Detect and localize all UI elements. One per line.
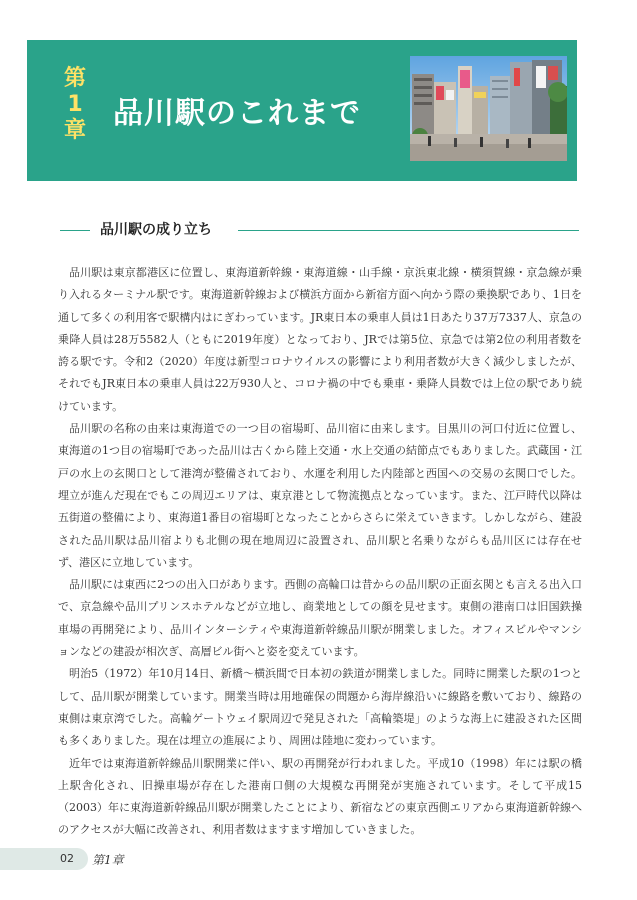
body-text bbox=[58, 262, 582, 842]
chapter-banner bbox=[27, 40, 577, 181]
footer-chapter-label: 第1章 bbox=[92, 853, 124, 867]
paragraph: 品川駅の名称の由来は東海道での一つ目の宿場町、品川宿に由来します。目黒川の河口付近に位置し、東海道の1つ目の宿場町であった品川は古くから陸上交通・水上交通の結節点でもありました。武蔵国・江戸の水上の玄関口として港湾が整備されており、水運を利用した内陸部と西国への交易の玄関口でした。埋立が進んだ現在でもこの周辺エリアは、東京港として物流拠点となっています。また、江戸時代以降は五街道の整備により、東海道1番目の宿場町となったことからさらに栄えていきます。しかしながら、建設された品川駅は品川宿よりも北側の現在地周辺に設置され、品川駅と名乗りながらも品川区には存在せず、港区に立地しています。 bbox=[58, 422, 582, 569]
heading-rule-right bbox=[238, 230, 579, 231]
station-plaza-photo bbox=[410, 56, 567, 161]
chapter-char: 第 bbox=[63, 66, 86, 91]
section-title: 品川駅の成り立ち bbox=[100, 222, 212, 238]
paragraph: 近年では東海道新幹線品川駅開業に伴い、駅の再開発が行われました。平成10（1998）年には駅の橋上駅舎化され、旧操車場が存在した港南口側の大規模な再開発が実施されています。そして平成15（2003）年に東海道新幹線品川駅が開業したことにより、新宿などの東京西側エリアから東海道新幹線へのアクセスが大幅に改善され、利用者数はますます増加していきました。 bbox=[58, 756, 582, 837]
chapter-char: 章 bbox=[63, 118, 86, 143]
paragraph: 明治5（1972）年10月14日、新橋～横浜間で日本初の鉄道が開業しました。同時に開業した駅の1つとして、品川駅が開業しています。開業当時は用地確保の問題から海岸線沿いに線路を敷いており、線路の東側は東京湾でした。高輪ゲートウェイ駅周辺で発見された「高輪築堤」のような海上に建設された区間も多くありました。現在は埋立の進展により、周囲は陸地に変わっています。 bbox=[58, 667, 582, 748]
page-number: 02 bbox=[60, 852, 74, 865]
chapter-char: 1 bbox=[67, 92, 83, 117]
heading-rule-left bbox=[60, 230, 90, 231]
footer-tab bbox=[0, 848, 88, 870]
paragraph: 品川駅は東京都港区に位置し、東海道新幹線・東海道線・山手線・京浜東北線・横須賀線・京急線が乗り入れるターミナル駅です。東海道新幹線および横浜方面から新宿方面へ向かう際の乗換駅であり、1日を通して多くの利用客で駅構内はにぎわっています。JR東日本の乗車人員は1日あたり37万7337人、京急の乗降人員は28万5582人（ともに2019年度）となっており、JRでは第5位、京急では第2位の利用者数を誇る駅です。令和2（2020）年度は新型コロナウイルスの影響により利用者数が大きく減少しましたが、それでもJR東日本の乗車人員は22万930人と、コロナ禍の中でも乗車・乗降人員数では上位の駅であり続けています。 bbox=[58, 266, 582, 413]
chapter-title: 品川駅のこれまで bbox=[113, 96, 361, 131]
chapter-number bbox=[60, 66, 90, 144]
section-heading bbox=[60, 219, 579, 243]
paragraph: 品川駅には東西に2つの出入口があります。西側の高輪口は昔からの品川駅の正面玄関とも言える出入口で、京急線や品川プリンスホテルなどが立地し、商業地としての顔を見せます。東側の港南口は旧国鉄操車場の再開発により、品川インターシティや東海道新幹線品川駅が開業しました。オフィスビルやマンションなどの建設が相次ぎ、高層ビル街へと姿を変えています。 bbox=[58, 578, 582, 659]
